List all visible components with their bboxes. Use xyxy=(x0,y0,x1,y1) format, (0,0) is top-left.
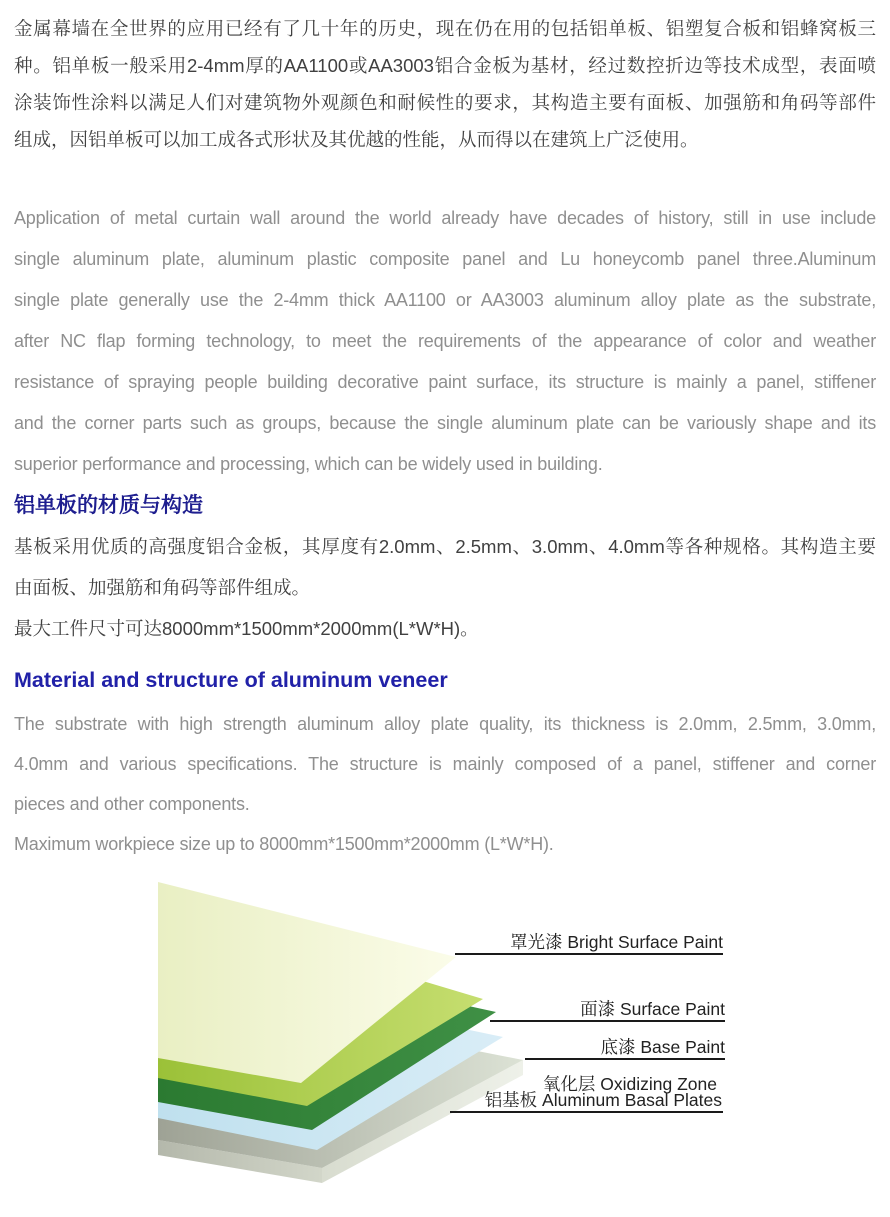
text-line: and the corner parts such as groups, because the single aluminum plate can be variously shape and its xyxy=(14,413,876,433)
text-line: Application of metal curtain wall around the world already have decades of history, still in use include xyxy=(14,208,876,228)
text-line: 组成，因铝单板可以加工成各式形状及其优越的性能，从而得以在建筑上广泛使用。 xyxy=(14,129,699,150)
text-line: resistance of spraying people building decorative paint surface, its structure is mainly a panel, stiffener xyxy=(14,372,876,392)
text-line: after NC flap forming technology, to meet the requirements of the appearance of color and weather xyxy=(14,331,876,351)
text-line: 最大工件尺寸可达8000mm*1500mm*2000mm(L*W*H)。 xyxy=(14,618,479,639)
layer-label-aluminum-basal: 铝基板 Aluminum Basal Plates xyxy=(484,1090,722,1110)
layer-label-surface-paint: 面漆 Surface Paint xyxy=(580,999,725,1019)
text-line: 由面板、加强筋和角码等部件组成。 xyxy=(14,577,311,598)
text-line: 金属幕墙在全世界的应用已经有了几十年的历史，现在仍在用的包括铝单板、铝塑复合板和铝蜂窝板三 xyxy=(14,18,876,39)
text-line: pieces and other components. xyxy=(14,794,250,814)
text-line: Maximum workpiece size up to 8000mm*1500mm*2000mm (L*W*H). xyxy=(14,834,554,854)
text-line: The substrate with high strength aluminum alloy plate quality, its thickness is 2.0mm, 2.5mm, 3.0mm, xyxy=(14,714,876,734)
text-line: 4.0mm and various specifications. The structure is mainly composed of a panel, stiffener and corner xyxy=(14,754,876,774)
layer-label-bright-surface-paint: 罩光漆 Bright Surface Paint xyxy=(510,932,723,952)
text-line: 涂装饰性涂料以满足人们对建筑物外观颜色和耐候性的要求，其构造主要有面板、加强筋和角码等部件 xyxy=(14,92,876,113)
text-line: superior performance and processing, which can be widely used in building. xyxy=(14,454,603,474)
text-line: single aluminum plate, aluminum plastic composite panel and Lu honeycomb panel three.Aluminum xyxy=(14,249,876,269)
text-line: 基板采用优质的高强度铝合金板，其厚度有2.0mm、2.5mm、3.0mm、4.0mm等各种规格。其构造主要 xyxy=(14,536,876,557)
layer-label-base-paint: 底漆 Base Paint xyxy=(600,1037,725,1057)
layer-label-oxidizing-zone: 氧化层 Oxidizing Zone xyxy=(542,1074,717,1094)
section-heading-zh: 铝单板的材质与构造 xyxy=(14,494,203,517)
text-line: single plate generally use the 2-4mm thick AA1100 or AA3003 aluminum alloy plate as the substrate, xyxy=(14,290,876,310)
section-heading-en: Material and structure of aluminum veneer xyxy=(14,668,448,692)
text-line: 种。铝单板一般采用2-4mm厚的AA1100或AA3003铝合金板为基材，经过数控折边等技术成型，表面喷 xyxy=(14,55,876,76)
